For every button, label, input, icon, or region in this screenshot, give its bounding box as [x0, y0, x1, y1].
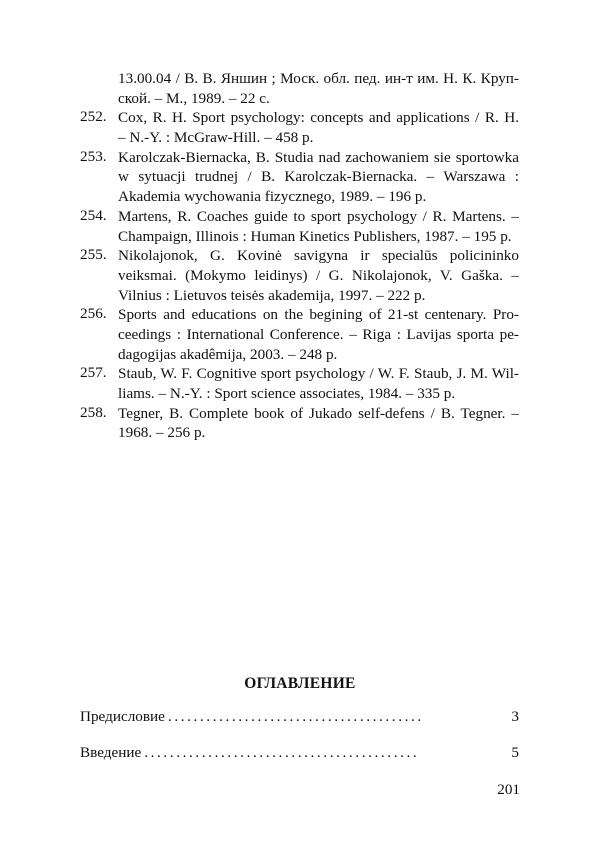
- reference-text-line: – N.-Y. : McGraw-Hill. – 458 p.: [118, 129, 314, 147]
- toc-item-page: 3: [511, 708, 519, 725]
- reference-entry: [80, 305, 519, 364]
- toc-item-title: Введение: [80, 744, 142, 761]
- reference-entry: [80, 69, 519, 108]
- reference-text-line: liams. – N.-Y. : Sport science associates, 1984. – 335 p.: [118, 385, 456, 402]
- reference-text-line: Vilnius : Lietuvos teisės akademija, 1997. – 222 p.: [118, 286, 426, 304]
- reference-number: 258.: [80, 403, 107, 421]
- reference-number: 252.: [80, 108, 107, 126]
- reference-list: [80, 69, 519, 443]
- reference-text-line: veiksmai. (Mokymo leidinys) / G. Nikolajonok, V. Gaška. –: [118, 266, 519, 284]
- reference-text-line: Akademia wychowania fizycznego, 1989. – 196 p.: [118, 188, 427, 206]
- reference-number: 254.: [80, 206, 107, 224]
- reference-number: 255.: [80, 246, 107, 264]
- page-number: 201: [497, 781, 520, 798]
- reference-text-line: ceedings : International Conference. – Riga : Lavijas sporta pe-: [118, 325, 519, 343]
- toc-item-page: 5: [511, 744, 519, 761]
- toc-leader-dots: ...........................................: [144, 744, 420, 761]
- reference-entry: [80, 108, 519, 147]
- reference-number: 257.: [80, 364, 107, 382]
- reference-text-line: Staub, W. F. Cognitive sport psychology / W. F. Staub, J. M. Wil-: [118, 365, 519, 383]
- reference-entry: [80, 404, 519, 443]
- reference-text-line: Nikolajonok, G. Kovinė savigyna ir specialūs policininko: [118, 247, 519, 265]
- reference-entry: [80, 207, 519, 246]
- reference-text-line: w sytuacji trudnej / B. Karolczak-Biernacka. – Warszawa :: [118, 168, 519, 186]
- toc-item-title: Предисловие: [80, 708, 165, 725]
- reference-entry: [80, 148, 519, 207]
- reference-text-line: 13.00.04 / В. В. Яншин ; Моск. обл. пед. ин-т им. Н. К. Круп-: [118, 70, 519, 87]
- reference-entry: [80, 246, 519, 305]
- toc-leader-dots: ........................................: [167, 708, 424, 725]
- reference-text-line: Sports and educations on the begining of 21-st centenary. Pro-: [118, 306, 519, 324]
- reference-text-line: dagogijas akadêmija, 2003. – 248 p.: [118, 345, 338, 363]
- reference-number: 253.: [80, 147, 107, 165]
- toc-heading: ОГЛАВЛЕНИЕ: [244, 675, 356, 692]
- toc-item-introduction[interactable]: [80, 744, 519, 762]
- reference-text-line: ской. – М., 1989. – 22 с.: [118, 89, 270, 107]
- reference-number: 256.: [80, 305, 107, 323]
- reference-text-line: Tegner, B. Complete book of Jukado self-defens / B. Tegner. –: [118, 404, 519, 422]
- toc-item-preface[interactable]: [80, 708, 519, 726]
- reference-text-line: 1968. – 256 p.: [118, 424, 206, 442]
- reference-text-line: Cox, R. H. Sport psychology: concepts and applications / R. H.: [118, 109, 519, 127]
- reference-text-line: Karolczak-Biernacka, B. Studia nad zachowaniem sie sportowka: [118, 148, 519, 166]
- reference-text-line: Martens, R. Coaches guide to sport psychology / R. Martens. –: [118, 207, 519, 225]
- reference-text-line: Champaign, Illinois : Human Kinetics Publishers, 1987. – 195 p.: [118, 227, 512, 245]
- reference-entry: [80, 364, 519, 403]
